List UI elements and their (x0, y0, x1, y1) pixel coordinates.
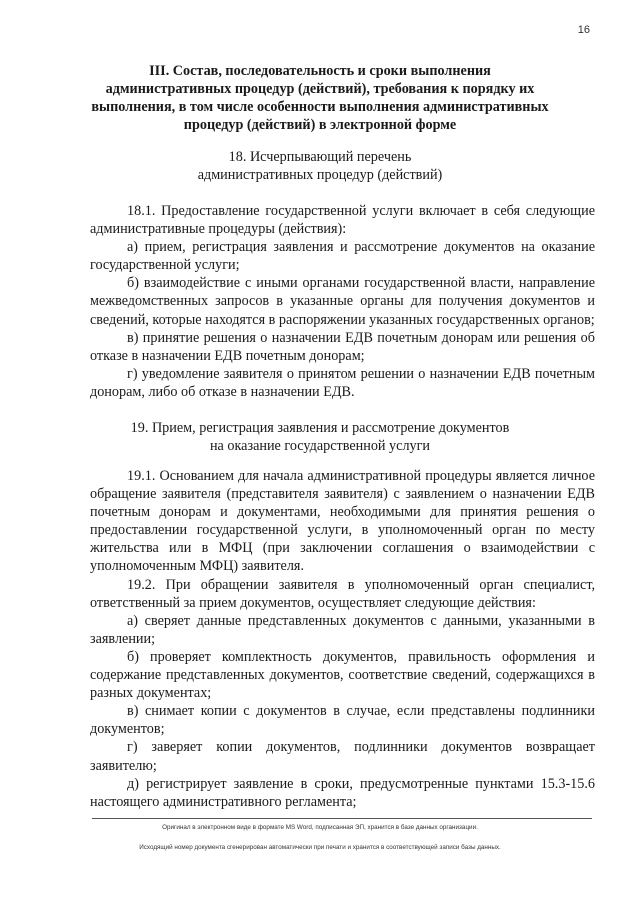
paragraph-19-2-b: б) проверяет комплектность документов, правильность оформления и содержание представленных документов, соответствие сведений, содержащихся в разных документах; (90, 648, 595, 702)
paragraph-19-2-g: г) заверяет копии документов, подлинники документов возвращает заявителю; (90, 739, 595, 774)
footer-note-original: Оригинал в электронном виде в формате MS Word, подписанная ЭП, хранится в базе данных организации. (162, 824, 478, 831)
subsection-19-title: 19. Прием, регистрация заявления и рассмотрение документов на оказание государственной услуги (130, 420, 510, 454)
subsection-18-title: 18. Исчерпывающий перечень административных процедур (действий) (197, 149, 443, 183)
subsection-19-body (90, 467, 595, 811)
section-title: III. Состав, последовательность и сроки выполнения административных процедур (действий), требования к порядку их выполнения, в том числе особенности выполнения административных процедур (действий) в электронной форме (91, 63, 549, 133)
paragraph-18-1-a: а) прием, регистрация заявления и рассмотрение документов на оказание государственной услуги; (90, 239, 595, 274)
paragraph-19-2: 19.2. При обращении заявителя в уполномоченный орган специалист, ответственный за прием документов, осуществляет следующие действия: (90, 576, 595, 611)
paragraph-19-2-d: д) регистрирует заявление в сроки, предусмотренные пунктами 15.3-15.6 настоящего административного регламента; (90, 775, 595, 810)
subsection-18-body (90, 202, 595, 401)
page-number: 16 (577, 24, 590, 36)
paragraph-19-2-a: а) сверяет данные представленных документов с данными, указанными в заявлении; (90, 612, 595, 647)
paragraph-19-1: 19.1. Основанием для начала административной процедуры является личное обращение заявителя (представителя заявителя) с заявлением о назначении ЕДВ почетным донорам и документами, необходимыми для принятия решения о предоставлении государственной услуги, в уполномоченный орган по месту жительства или в МФЦ (при заключении соглашения о взаимодействии с уполномоченным МФЦ) заявителя. (90, 468, 595, 575)
paragraph-19-2-v: в) снимает копии с документов в случае, если представлены подлинники документов; (90, 703, 595, 738)
paragraph-18-1-g: г) уведомление заявителя о принятом решении о назначении ЕДВ почетным донорам, либо об отказе в назначении ЕДВ. (90, 365, 595, 400)
paragraph-18-1-b: б) взаимодействие с иными органами государственной власти, направление межведомственных запросов в указанные органы для получения документов и сведений, которые находятся в распоряжении указанных государственных органов; (90, 275, 595, 328)
paragraph-18-1-v: в) принятие решения о назначении ЕДВ почетным донорам или решения об отказе в назначении ЕДВ почетным донорам; (90, 329, 595, 364)
footer-note-number: Исходящий номер документа сгенерирован автоматически при печати и хранится в соответствующей записи базы данных. (139, 844, 501, 851)
footer-divider (92, 818, 592, 819)
paragraph-18-1: 18.1. Предоставление государственной услуги включает в себя следующие административные процедуры (действия): (90, 203, 595, 238)
